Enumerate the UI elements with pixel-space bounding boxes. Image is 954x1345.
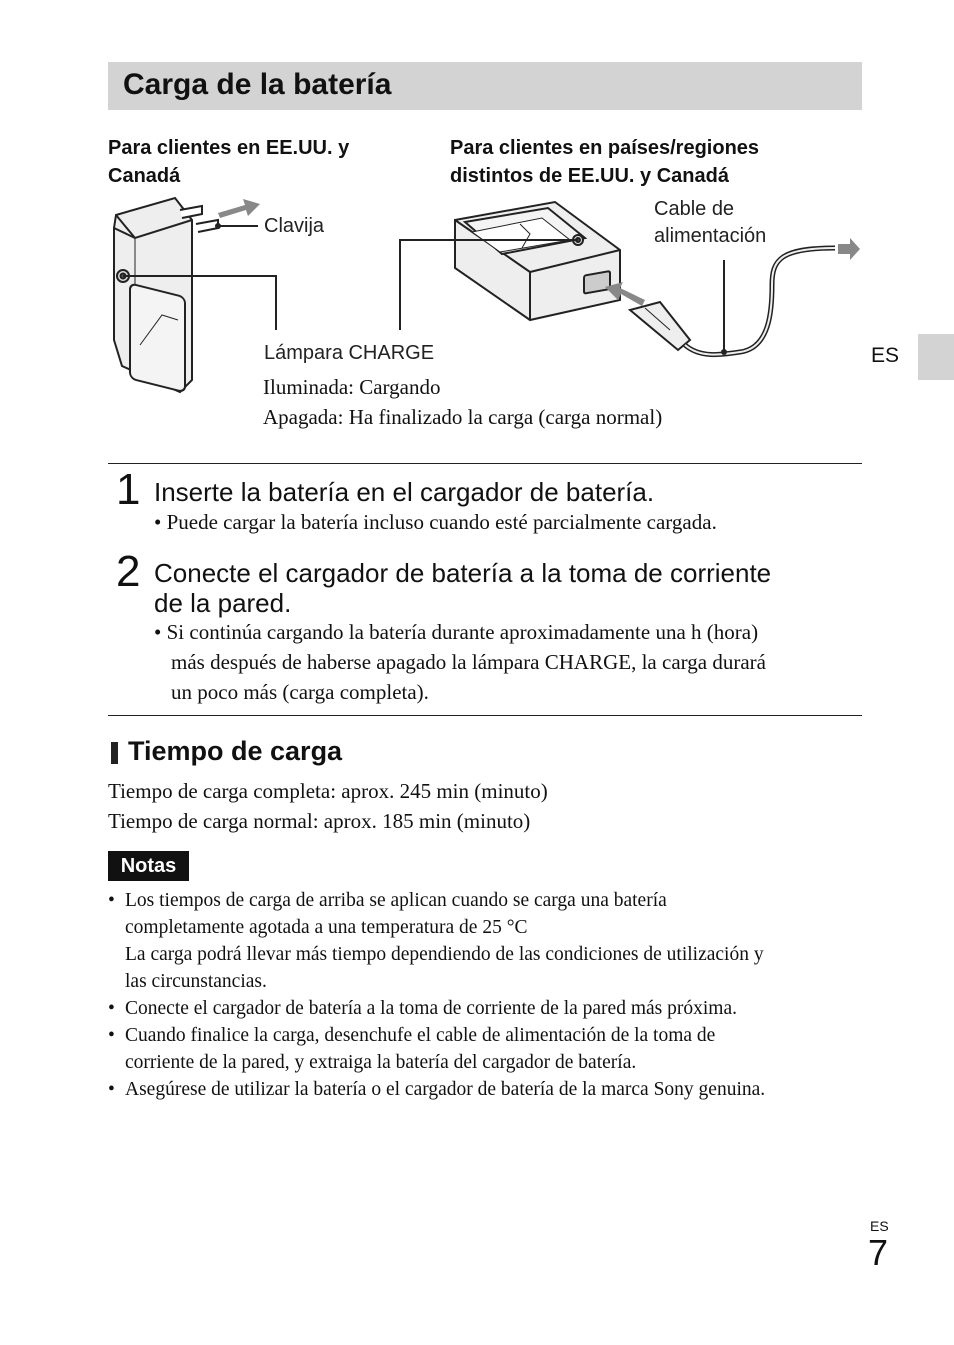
note-3-line2: corriente de la pared, y extraiga la batería del cargador de batería.: [125, 1052, 637, 1073]
notes-list: [108, 887, 868, 1103]
cable-label-line1: Cable de: [654, 198, 735, 220]
step-number-1: 1: [116, 465, 141, 514]
note-1-line2: completamente agotada a una temperatura de 25 °C: [125, 917, 528, 938]
step-2-bullet-line2: más después de haberse apagado la lámpara CHARGE, la carga durará: [171, 650, 766, 674]
note-1-line1: • Los tiempos de carga de arriba se aplican cuando se carga una batería: [125, 890, 667, 911]
note-2-line1: • Conecte el cargador de batería a la toma de corriente de la pared más próxima.: [125, 998, 737, 1019]
footer-lang: ES: [870, 1218, 889, 1234]
charge-time-full: Tiempo de carga completa: aprox. 245 min (minuto): [108, 779, 548, 803]
note-1-line3: La carga podrá llevar más tiempo dependiendo de las condiciones de utilización y: [125, 944, 764, 965]
step-2-title-line2: de la pared.: [154, 588, 292, 618]
note-item: [108, 1076, 868, 1103]
page-title: Carga de la batería: [123, 68, 392, 101]
power-cord-plug: [630, 302, 690, 350]
desk-charger-drawing: [455, 202, 620, 320]
plug-arrow-icon: [218, 199, 260, 218]
cord-arrow-icon: [838, 238, 860, 260]
step-1-bullet-text: Puede cargar la batería incluso cuando esté parcialmente cargada.: [166, 510, 717, 534]
note-3-line1: • Cuando finalice la carga, desenchufe el cable de alimentación de la toma de: [125, 1025, 716, 1046]
power-cord: [685, 248, 835, 355]
charge-time-heading: Tiempo de carga: [128, 736, 343, 766]
step-number-2: 2: [116, 547, 141, 596]
step-1-bullet: • Puede cargar la batería incluso cuando esté parcialmente cargada.: [154, 510, 717, 534]
note-1-line4: las circunstancias.: [125, 971, 267, 992]
notes-badge: Notas: [108, 851, 189, 881]
charge-time-normal: Tiempo de carga normal: aprox. 185 min (minuto): [108, 809, 531, 833]
step-2-title-line1: Conecte el cargador de batería a la toma de corriente: [154, 558, 772, 588]
page-number: 7: [868, 1232, 889, 1273]
step-2-bullet: • Si continúa cargando la batería durante aproximadamente una h (hora) más después de haberse apagado la lámpara CHARGE, la carga durará un poco más (carga completa).: [154, 617, 864, 707]
note-4-line1: • Asegúrese de utilizar la batería o el cargador de batería de la marca Sony genuina.: [125, 1079, 766, 1100]
label-other-regions-line2: distintos de EE.UU. y Canadá: [450, 165, 729, 187]
step-2-bullet-line1: Si continúa cargando la batería durante aproximadamente una h (hora): [166, 620, 759, 644]
divider-bottom: [108, 715, 862, 716]
step-2-bullet-line3: un poco más (carga completa).: [171, 680, 429, 704]
label-usa-canada: Para clientes en EE.UU. y Canadá: [108, 137, 350, 187]
clavija-label: Clavija: [264, 215, 325, 237]
note-item: [108, 1022, 868, 1076]
wall-charger-drawing: [114, 198, 218, 392]
lamp-status-on: Iluminada: Cargando: [263, 375, 441, 399]
side-tab: [918, 334, 954, 380]
step-2-title: [154, 558, 771, 618]
note-item: [108, 995, 868, 1022]
lampara-label: Lámpara CHARGE: [264, 342, 435, 364]
note-item: [108, 887, 868, 995]
cable-label-line2: alimentación: [654, 225, 767, 247]
section-marker-icon: [111, 742, 118, 764]
label-other-regions-line1: Para clientes en países/regiones: [450, 137, 760, 159]
divider-top: [108, 463, 862, 464]
lamp-status-off: Apagada: Ha finalizado la carga (carga normal): [263, 405, 663, 429]
section-title-bar: [108, 62, 862, 110]
step-1-title: Inserte la batería en el cargador de batería.: [154, 477, 655, 507]
label-other-regions: [450, 134, 759, 190]
side-tab-label: ES: [871, 344, 900, 367]
cable-label: [654, 196, 766, 250]
